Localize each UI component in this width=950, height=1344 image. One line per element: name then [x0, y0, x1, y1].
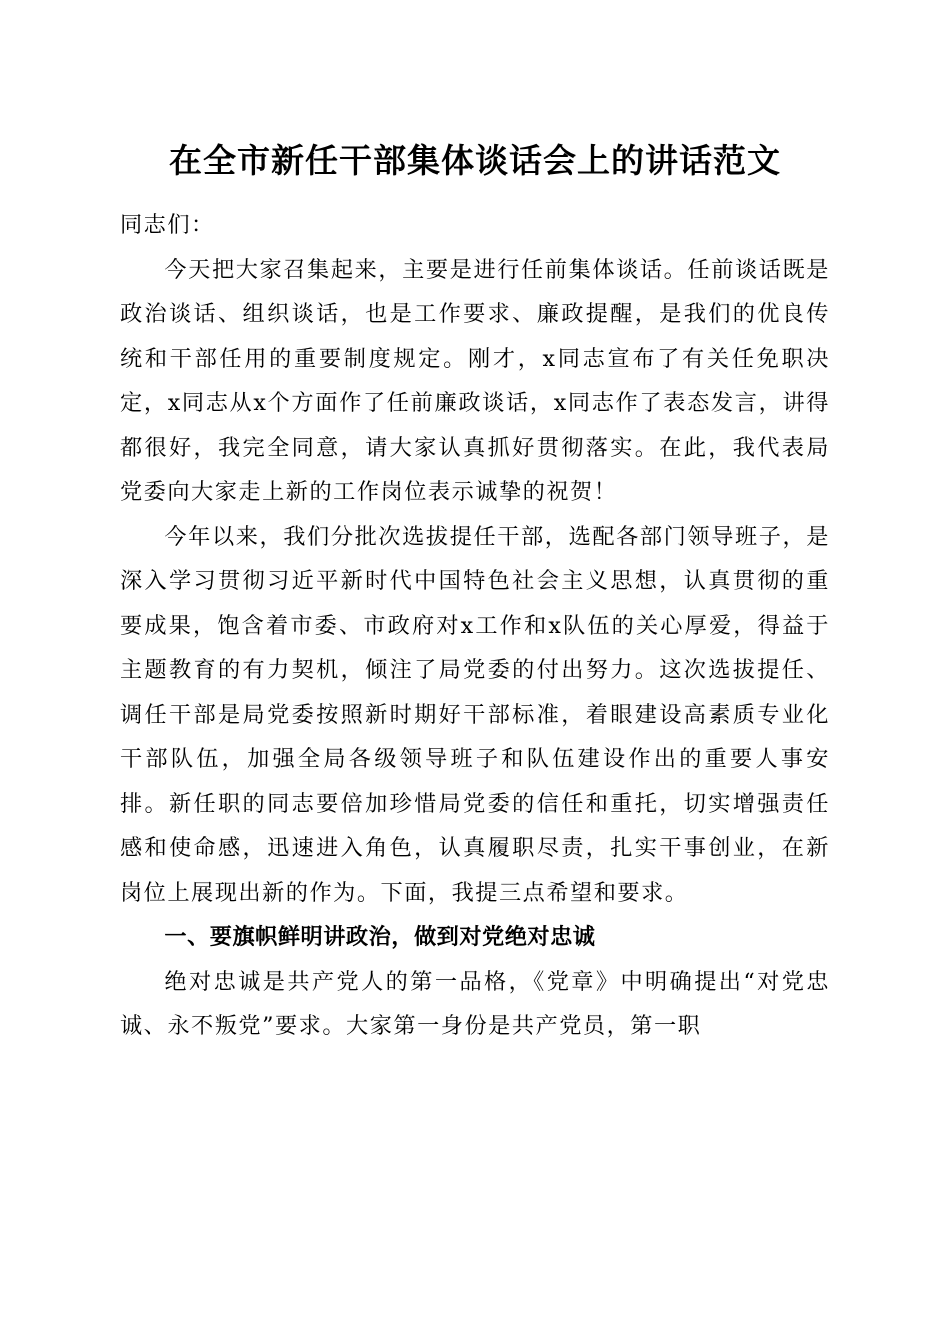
section-heading-1: 一、要旗帜鲜明讲政治，做到对党绝对忠诚 [164, 924, 596, 950]
salutation: 同志们： [120, 212, 215, 238]
document-title: 在全市新任干部集体谈话会上的讲话范文 [169, 141, 781, 180]
paragraph-background: 今年以来，我们分批次选拔提任干部，选配各部门领导班子，是深入学习贯彻习近平新时代中国特色社会主义思想，认真贯彻的重要成果，饱含着市委、市政府对x工作和x队伍的关心厚爱，得益于主题教育的有力契机，倾注了局党委的付出努力。这次选拔提任、调任干部是局党委按照新时期好干部标准，着眼建设高素质专业化干部队伍，加强全局各级领导班子和队伍建设作出的重要人事安排。新任职的同志要倍加珍惜局党委的信任和重托，切实增强责任感和使命感，迅速进入角色，认真履职尽责，扎实干事创业，在新岗位上展现出新的作为。下面，我提三点希望和要求。 [120, 523, 830, 906]
paragraph-intro: 今天把大家召集起来，主要是进行任前集体谈话。任前谈话既是政治谈话、组织谈话，也是工作要求、廉政提醒，是我们的优良传统和干部任用的重要制度规定。刚才，x同志宣布了有关任免职决定，x同志从x个方面作了任前廉政谈话，x同志作了表态发言，讲得都很好，我完全同意，请大家认真抓好贯彻落实。在此，我代表局党委向大家走上新的工作岗位表示诚挚的祝贺！ [120, 256, 830, 505]
document-body [120, 203, 830, 1049]
paragraph-section-1: 绝对忠诚是共产党人的第一品格，《党章》中明确提出“对党忠诚、永不叛党”要求。大家第一身份是共产党员，第一职 [120, 968, 830, 1039]
